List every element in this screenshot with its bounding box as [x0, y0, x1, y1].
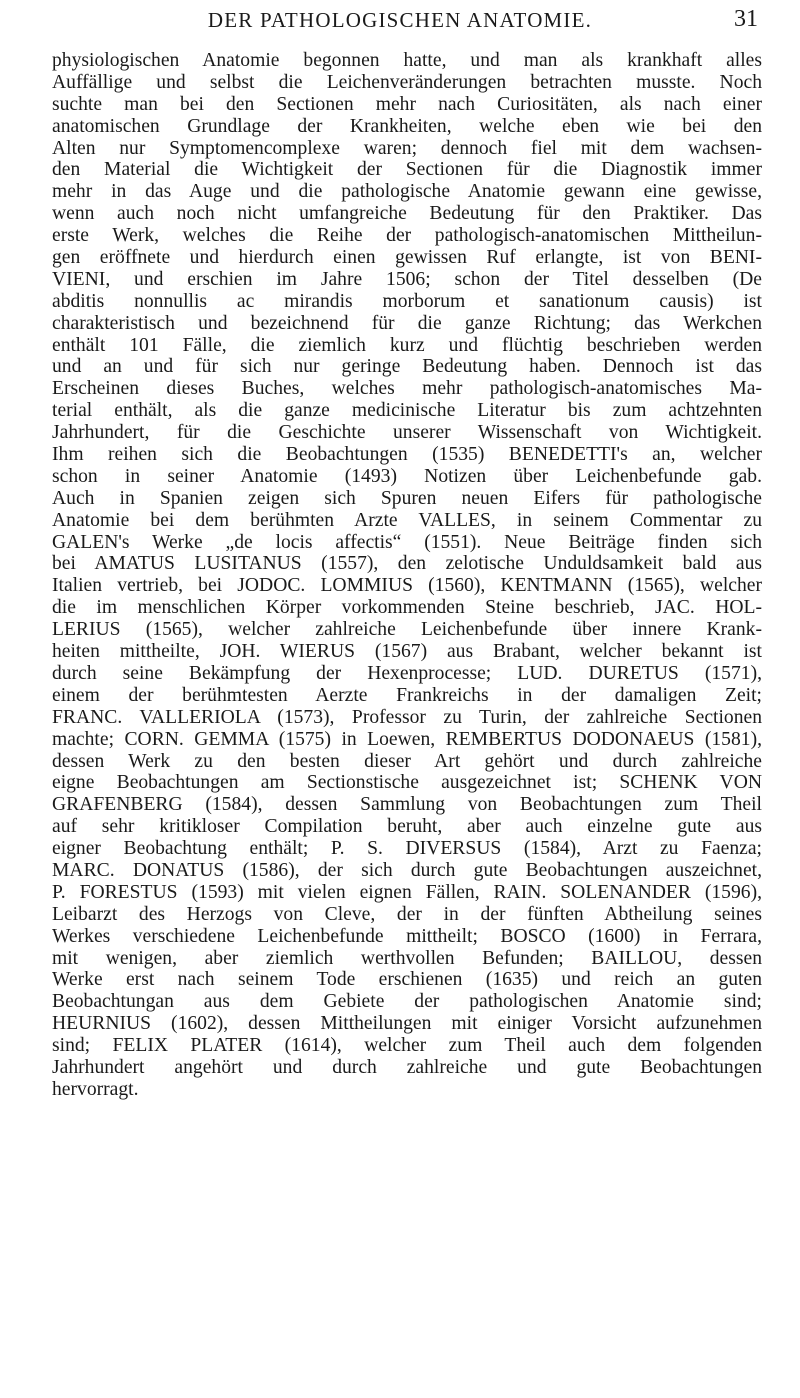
text-line: gen eröffnete und hierdurch einen gewissen Ruf erlangte, ist von BENI-: [52, 247, 762, 269]
page-number: 31: [734, 6, 758, 32]
text-line: erste Werk, welches die Reihe der pathologisch-anatomischen Mittheilun-: [52, 225, 762, 247]
text-line: GRAFENBERG (1584), dessen Sammlung von Beobachtungen zum Theil: [52, 794, 762, 816]
text-line: VIENI, und erschien im Jahre 1506; schon der Titel desselben (De: [52, 268, 762, 290]
text-line: eigne Beobachtungen am Sectionstische ausgezeichnet ist; SCHENK VON: [52, 772, 762, 794]
text-line: durch seine Bekämpfung der Hexenprocesse; LUD. DURETUS (1571),: [52, 662, 762, 684]
text-line: schon in seiner Anatomie (1493) Notizen über Leichenbefunde gab.: [52, 465, 762, 487]
text-line: terial enthält, als die ganze medicinische Literatur bis zum achtzehnten: [52, 400, 762, 422]
text-line: suchte man bei den Sectionen mehr nach Curiositäten, als nach einer: [52, 93, 762, 115]
text-line: Jahrhundert, für die Geschichte unserer Wissenschaft von Wichtigkeit.: [52, 422, 762, 444]
body-text: [52, 50, 762, 1101]
text-line: Erscheinen dieses Buches, welches mehr pathologisch-anatomisches Ma-: [52, 378, 762, 400]
text-line: Werkes verschiedene Leichenbefunde mittheilt; BOSCO (1600) in Ferrara,: [52, 925, 762, 947]
text-line: Beobachtungan aus dem Gebiete der pathologischen Anatomie sind;: [52, 991, 762, 1013]
chapter-title: DER PATHOLOGISCHEN ANATOMIE.: [207, 8, 593, 32]
text-line: enthält 101 Fälle, die ziemlich kurz und flüchtig beschrieben werden: [52, 334, 762, 356]
text-line: dessen Werk zu den besten dieser Art gehört und durch zahlreiche: [52, 750, 762, 772]
text-line: auf sehr kritikloser Compilation beruht, aber auch einzelne gute aus: [52, 816, 762, 838]
text-line: charakteristisch und bezeichnend für die ganze Richtung; das Werkchen: [52, 312, 762, 334]
text-line: hervorragt.: [52, 1078, 139, 1100]
text-line: Alten nur Symptomencomplexe waren; dennoch fiel mit dem wachsen-: [52, 137, 762, 159]
text-line: wenn auch noch nicht umfangreiche Bedeutung für den Praktiker. Das: [52, 203, 762, 225]
text-line: Auffällige und selbst die Leichenveränderungen betrachten musste. Noch: [52, 71, 762, 93]
text-line: anatomischen Grundlage der Krankheiten, welche eben wie bei den: [52, 115, 762, 137]
text-line: mit wenigen, aber ziemlich werthvollen Befunden; BAILLOU, dessen: [52, 947, 762, 969]
text-line: Italien vertrieb, bei JODOC. LOMMIUS (1560), KENTMANN (1565), welcher: [52, 575, 762, 597]
text-line: LERIUS (1565), welcher zahlreiche Leichenbefunde über innere Krank-: [52, 619, 762, 641]
text-line: Jahrhundert angehört und durch zahlreiche und gute Beobachtungen: [52, 1056, 762, 1078]
text-line: FRANC. VALLERIOLA (1573), Professor zu Turin, der zahlreiche Sectionen: [52, 706, 762, 728]
text-line: die im menschlichen Körper vorkommenden Steine beschrieb, JAC. HOL-: [52, 597, 762, 619]
text-line: HEURNIUS (1602), dessen Mittheilungen mit einiger Vorsicht aufzunehmen: [52, 1013, 762, 1035]
text-line: MARC. DONATUS (1586), der sich durch gute Beobachtungen auszeichnet,: [52, 859, 762, 881]
text-line: den Material die Wichtigkeit der Sectionen für die Diagnostik immer: [52, 159, 762, 181]
text-line: einem der berühmtesten Aerzte Frankreichs in der damaligen Zeit;: [52, 684, 762, 706]
text-line: Anatomie bei dem berühmten Arzte VALLES, in seinem Commentar zu: [52, 509, 762, 531]
text-line: mehr in das Auge und die pathologische Anatomie gewann eine gewisse,: [52, 181, 762, 203]
running-header: [40, 4, 760, 38]
text-line: bei AMATUS LUSITANUS (1557), den zelotische Unduldsamkeit bald aus: [52, 553, 762, 575]
text-line: GALEN's Werke „de locis affectis“ (1551). Neue Beiträge finden sich: [52, 531, 762, 553]
text-line: und an und für sich nur geringe Bedeutung haben. Dennoch ist das: [52, 356, 762, 378]
text-line: Auch in Spanien zeigen sich Spuren neuen Eifers für pathologische: [52, 487, 762, 509]
text-line: Leibarzt des Herzogs von Cleve, der in der fünften Abtheilung seines: [52, 903, 762, 925]
text-line: P. FORESTUS (1593) mit vielen eignen Fällen, RAIN. SOLENANDER (1596),: [52, 881, 762, 903]
text-line: heiten mittheilte, JOH. WIERUS (1567) aus Brabant, welcher bekannt ist: [52, 641, 762, 663]
text-line: abditis nonnullis ac mirandis morborum et sanationum causis) ist: [52, 290, 762, 312]
text-line: eigner Beobachtung enthält; P. S. DIVERSUS (1584), Arzt zu Faenza;: [52, 838, 762, 860]
text-line: sind; FELIX PLATER (1614), welcher zum Theil auch dem folgenden: [52, 1035, 762, 1057]
text-line: machte; CORN. GEMMA (1575) in Loewen, REMBERTUS DODONAEUS (1581),: [52, 728, 762, 750]
text-line: Ihm reihen sich die Beobachtungen (1535) BENEDETTI's an, welcher: [52, 444, 762, 466]
text-line: Werke erst nach seinem Tode erschienen (1635) und reich an guten: [52, 969, 762, 991]
text-line: physiologischen Anatomie begonnen hatte, und man als krankhaft alles: [52, 50, 762, 71]
